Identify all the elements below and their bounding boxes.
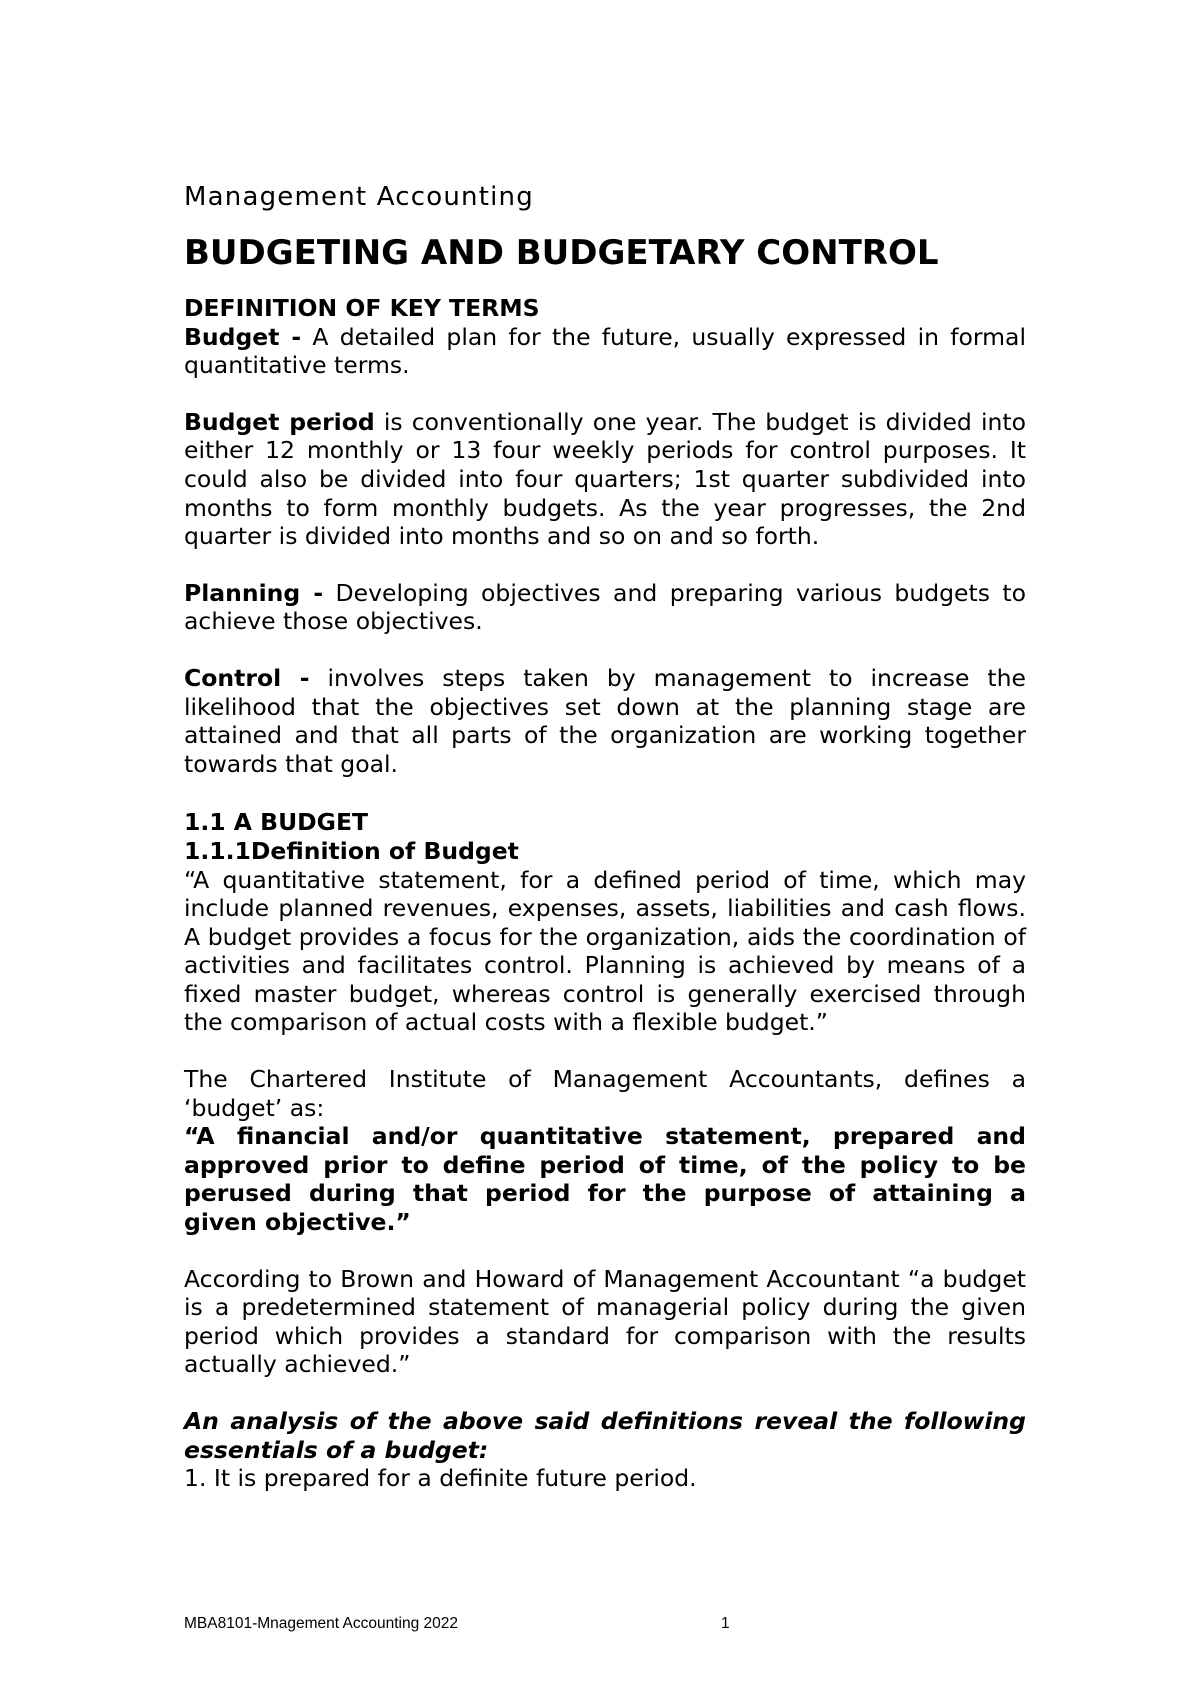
cima-intro: The Chartered Institute of Management Accountants, defines a ‘budget’ as: — [184, 1065, 1026, 1122]
page-number: 1 — [721, 1615, 730, 1632]
brown-howard-quote: According to Brown and Howard of Management Accountant “a budget is a predetermined statement of managerial policy during the given period which provides a standard for comparison with the results actually achieved.” — [184, 1264, 1026, 1379]
budget-quote: “A quantitative statement, for a defined period of time, which may include planned revenues, expenses, assets, liabilities and cash flows. A budget provides a focus for the organization, aids the coordination of activities and facilitates control. Planning is achieved by means of a fixed master budget, whereas control is generally exercised through the comparison of actual costs with a flexible budget.” — [184, 865, 1026, 1037]
cima-quote: “A financial and/or quantitative statement, prepared and approved prior to define period of time, of the policy to be perused during that period for the purpose of attaining a given objective.” — [184, 1122, 1026, 1237]
budget-period-definition — [184, 408, 1026, 551]
document-title: BUDGETING AND BUDGETARY CONTROL — [184, 233, 939, 273]
document-subject: Management Accounting — [184, 182, 534, 212]
budget-period-term: Budget period — [184, 407, 375, 436]
control-definition — [184, 664, 1026, 778]
budget-period-text: is conventionally one year. The budget is divided into either 12 monthly or 13 four weekly periods for control purposes. It could also be divided into four quarters; 1st quarter subdivided into months to form monthly budgets. As the year progresses, the 2nd quarter is divided into months and so on and so forth. — [184, 407, 1026, 551]
planning-term: Planning - — [184, 578, 324, 607]
section-subheading: 1.1.1Definition of Budget — [184, 836, 519, 865]
planning-text: Developing objectives and preparing various budgets to achieve those objectives. — [184, 578, 1026, 636]
definitions-heading: DEFINITION OF KEY TERMS — [184, 294, 540, 322]
analysis-heading: An analysis of the above said definitions reveal the following essentials of a budget: — [184, 1407, 1026, 1464]
budget-text: A detailed plan for the future, usually expressed in formal quantitative terms. — [184, 322, 1026, 380]
section-heading: 1.1 A BUDGET — [184, 808, 369, 837]
budget-term: Budget - — [184, 322, 302, 351]
essential-item: 1. It is prepared for a definite future period. — [184, 1464, 697, 1493]
planning-definition — [184, 579, 1026, 636]
page-content — [184, 180, 1026, 1493]
control-term: Control - — [184, 663, 310, 692]
footer-course: MBA8101-Mnagement Accounting 2022 — [184, 1615, 459, 1632]
control-text: involves steps taken by management to increase the likelihood that the objectives set down at the planning stage are attained and that all parts of the organization are working together towards that goal. — [184, 663, 1026, 778]
budget-definition — [184, 323, 1026, 380]
